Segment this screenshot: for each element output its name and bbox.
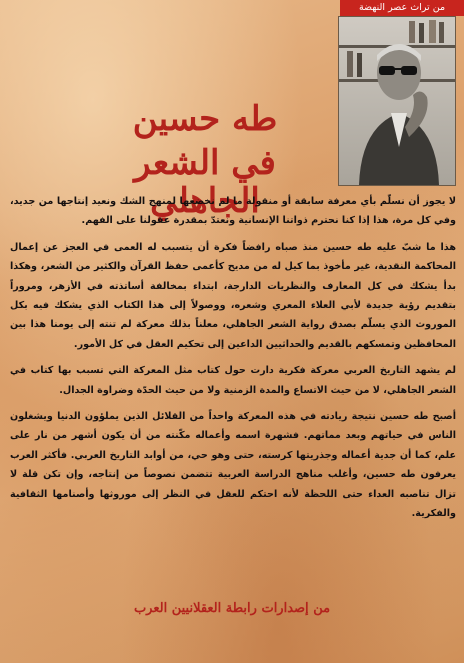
paragraph: هذا ما شبّ عليه طه حسين منذ صباه رافضاً فكرة أن يتسبب له العمى في العجز عن إعمال المحاكمة النقدية، غير مأخوذ بما كيل له من مديح كأعمى حفظ القرآن والكثير من الشعر، وهكذا بدأ يشكك في كل المعارف والنظريات الدارجة، ابتداء بمخالفة أساتذته في الأزهر، ومروراً بتقديم رؤية جديدة لأبي العلاء المعري وشعره، ووصولاً إلى هذا الكتاب الذي يشكك فيه بكل الموروث الذي يسلّم بصدق رواية الشعر الجاهلي، معلناً بذلك معركة لم تنته إلى يومنا هذا بين المحافظين وتمسكهم بالقديم والحداثيين الداعين إلى تحكيم العقل في كل الأمور. — [10, 241, 456, 350]
author-portrait — [338, 16, 456, 186]
book-subtitle: في الشعر الجاهلي — [134, 143, 276, 221]
paragraph: لم يشهد التاريخ العربي معركة فكرية دارت حول كتاب مثل المعركة التي تسبب بها كتاب في الشعر الجاهلي، لا من حيث الاتساع والمدة الزمنية ولا من حيث الحدّة وضراوة الجدال. — [10, 365, 456, 396]
portrait-figure — [339, 17, 455, 185]
paragraph: لا يجوز أن نسلّم بأي معرفة سابقة أو منقولة ما لم نخضعها لمنهج الشك ونعيد إنتاجها من جديد، وفي كل مرة، هذا إذا كنا نحترم ذواتنا الإنسانية ونعتدّ بمقدرة عقولنا على الفهم. — [10, 196, 456, 227]
back-cover-text — [10, 192, 456, 531]
paragraph: أصبح طه حسين نتيجة ريادته في هذه المعركة واحداً من القلائل الذين يملؤون الدنيا ويشغلون الناس في حياتهم وبعد مماتهم. فشهرة اسمه وأعماله مكّنته من أن يكون أشهر من نار على علم، كما أن جدية أعماله وجذريتها كرسته، حتى وهو حي، من أوابد التاريخ العربي. فأكثر العرب يعرفون طه حسين، وأغلب مناهج الدراسة العربية تتضمن نصوصاً من إنتاجه، وإن تكن قلة لا تزال تناصبه العداء حتى اللحظة لأنه احتكم للعقل في النظر إلى موروثها وأصنامها الثقافية والفكرية. — [10, 411, 456, 520]
publisher-line: من إصدارات رابطة العقلانيين العرب — [133, 601, 331, 616]
book-title: طه حسين — [132, 99, 278, 139]
series-label: من تراث عصر النهضة — [340, 0, 464, 16]
